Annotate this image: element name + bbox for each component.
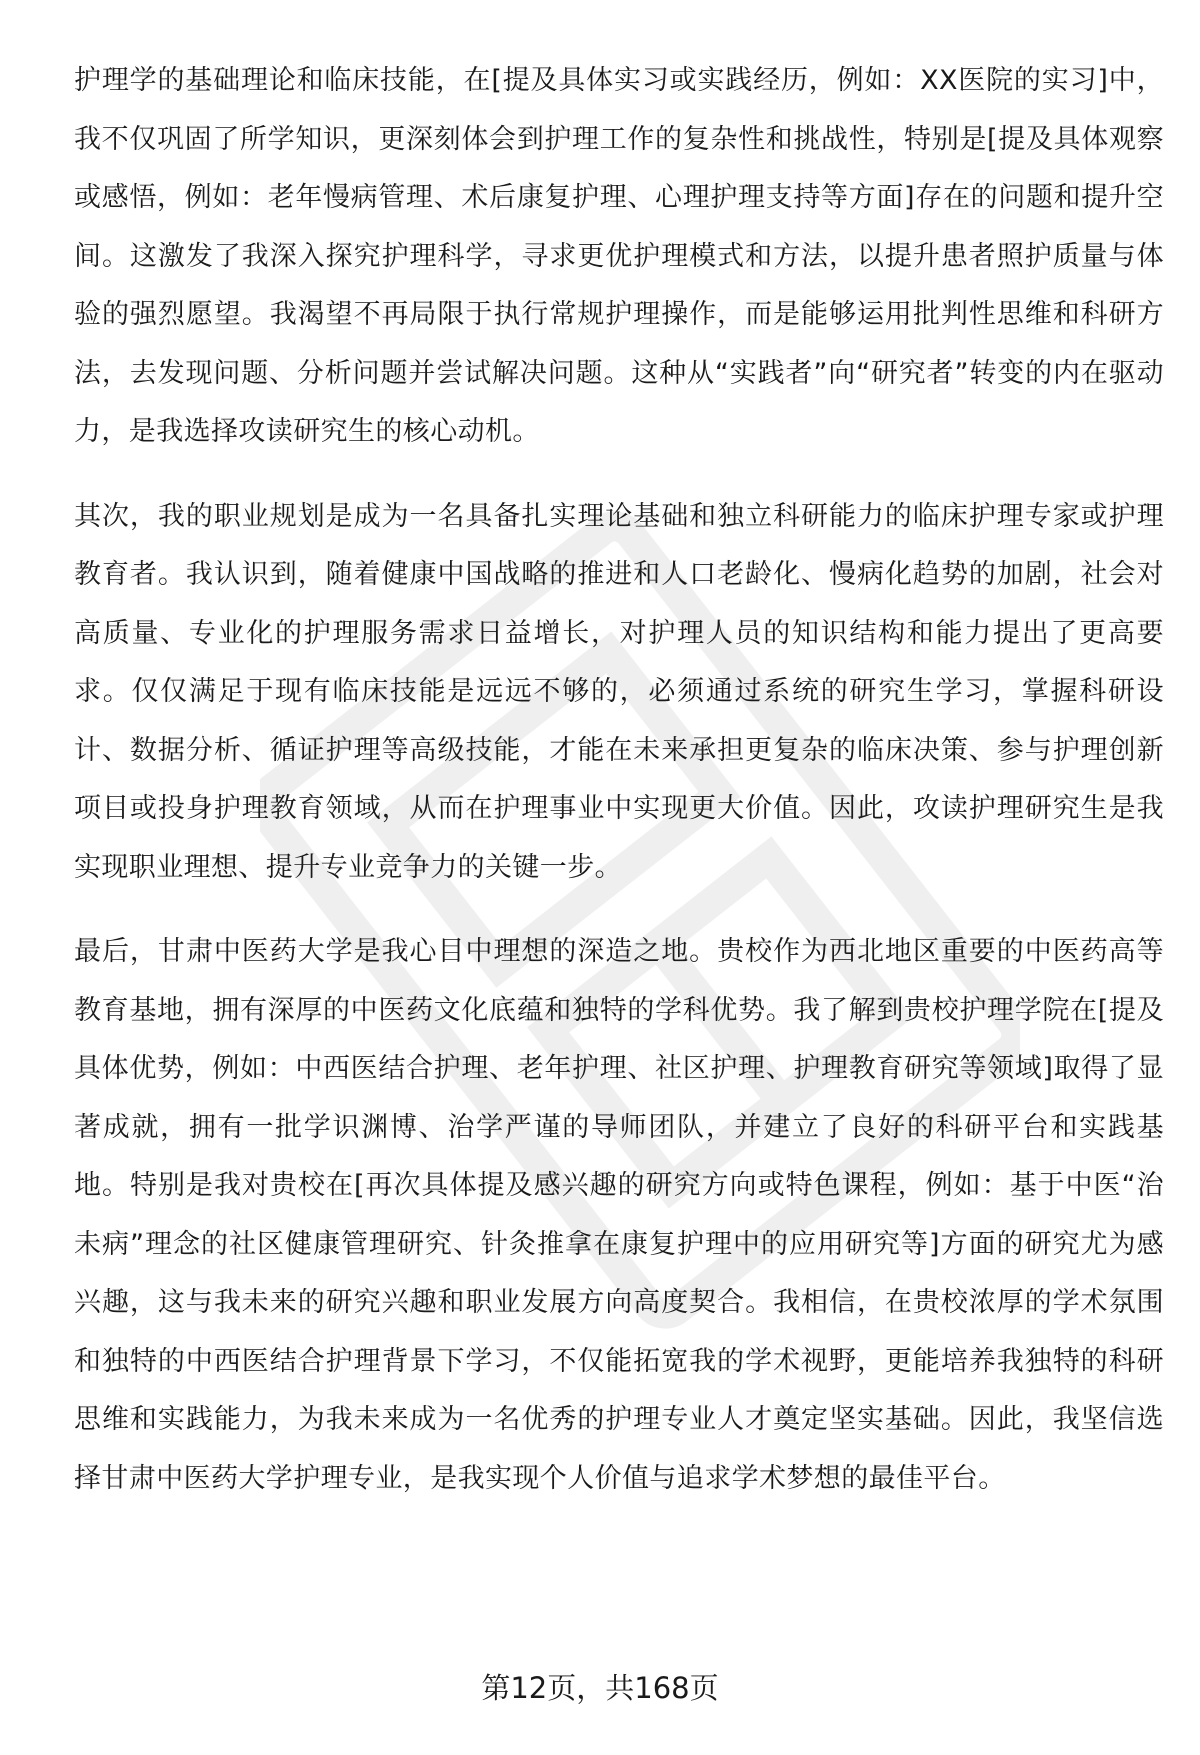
- page-number-footer: 第12页，共168页: [481, 1671, 719, 1705]
- paragraph-2: 其次，我的职业规划是成为一名具备扎实理论基础和独立科研能力的临床护理专家或护理教育者。我认识到，随着健康中国战略的推进和人口老龄化、慢病化趋势的加剧，社会对高质量、专业化的护理服务需求日益增长，对护理人员的知识结构和能力提出了更高要求。仅仅满足于现有临床技能是远远不够的，必须通过系统的研究生学习，掌握科研设计、数据分析、循证护理等高级技能，才能在未来承担更复杂的临床决策、参与护理创新项目或投身护理教育领域，从而在护理事业中实现更大价值。因此，攻读护理研究生是我实现职业理想、提升专业竞争力的关键一步。: [74, 500, 1164, 883]
- paragraph-1: 护理学的基础理论和临床技能，在[提及具体实习或实践经历，例如：XX医院的实习]中，我不仅巩固了所学知识，更深刻体会到护理工作的复杂性和挑战性，特别是[提及具体观察或感悟，例如：老年慢病管理、术后康复护理、心理护理支持等方面]存在的问题和提升空间。这激发了我深入探究护理科学，寻求更优护理模式和方法，以提升患者照护质量与体验的强烈愿望。我渴望不再局限于执行常规护理操作，而是能够运用批判性思维和科研方法，去发现问题、分析问题并尝试解决问题。这种从“实践者”向“研究者”转变的内在驱动力，是我选择攻读研究生的核心动机。: [74, 65, 1164, 447]
- document-body: [74, 52, 1164, 1534]
- paragraph-3: 最后，甘肃中医药大学是我心目中理想的深造之地。贵校作为西北地区重要的中医药高等教育基地，拥有深厚的中医药文化底蕴和独特的学科优势。我了解到贵校护理学院在[提及具体优势，例如：中西医结合护理、老年护理、社区护理、护理教育研究等领域]取得了显著成就，拥有一批学识渊博、治学严谨的导师团队，并建立了良好的科研平台和实践基地。特别是我对贵校在[再次具体提及感兴趣的研究方向或特色课程，例如：基于中医“治未病”理念的社区健康管理研究、针灸推拿在康复护理中的应用研究等]方面的研究尤为感兴趣，这与我未来的研究兴趣和职业发展方向高度契合。我相信，在贵校浓厚的学术氛围和独特的中西医结合护理背景下学习，不仅能拓宽我的学术视野，更能培养我独特的科研思维和实践能力，为我未来成为一名优秀的护理专业人才奠定坚实基础。因此，我坚信选择甘肃中医药大学护理专业，是我实现个人价值与追求学术梦想的最佳平台。: [74, 936, 1164, 1494]
